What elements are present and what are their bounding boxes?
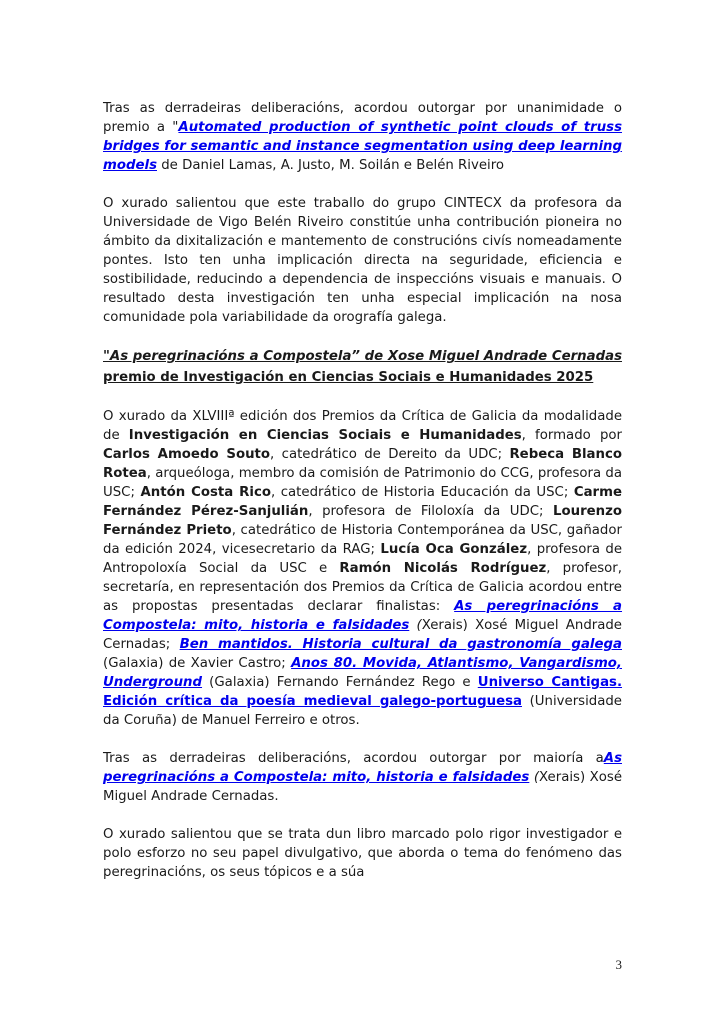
text-run: , catedrático de Historia Educación da USC;: [270, 485, 574, 500]
text-run: Xerais) Xosé Miguel Andrade Cernadas.: [103, 770, 623, 804]
text-run: Carme Fernández Pérez-Sanjulián: [103, 485, 622, 519]
document-content: [103, 99, 622, 882]
paragraph-award-peregrinacions: [103, 749, 622, 806]
document-link[interactable]: Anos 80. Movida, Atlantismo, Vangardismo, Underground: [103, 656, 622, 690]
text-run: (: [529, 770, 540, 785]
text-run: , profesora de Filoloxía da UDC;: [308, 504, 553, 519]
text-run: Carlos Amoedo Souto: [103, 447, 271, 462]
text-run: Tras as derradeiras deliberacións, acordou outorgar por maioría a: [103, 751, 604, 766]
text-run: de Daniel Lamas, A. Justo, M. Soilán e Belén Riveiro: [157, 158, 505, 173]
paragraph-jury-comment-cintecx: [103, 194, 622, 327]
text-run: (: [409, 618, 422, 633]
text-run: O xurado salientou que este traballo do grupo CINTECX da profesora da Universidade de Vigo Belén Riveiro constitúe unha contribución pioneira no ámbito da dixitalización e mantemento de construcións civís nomeadamente pontes. Isto ten unha implicación directa na seguridade, eficiencia e sostibilidade, reducindo a dependencia de inspeccións visuais e manuais. O resultado desta investigación ten unha especial implicación na nosa comunidade pola variabilidade da orografía galega.: [103, 196, 622, 325]
text-run: Tras as derradeiras deliberacións, acordou outorgar por unanimidade o premio a ": [103, 101, 622, 135]
document-link[interactable]: As peregrinacións a Compostela: mito, historia e falsidades: [103, 599, 623, 633]
text-run: , profesor, secretaría, en representación dos Premios da Crítica de Galicia acordou entre as propostas presentadas declarar finalistas:: [103, 561, 622, 614]
text-run: Xerais) Xosé Miguel Andrade Cernadas;: [103, 618, 622, 652]
text-run: premio de Investigación en Ciencias Sociais e Humanidades 2025: [103, 370, 594, 385]
text-run: (Galaxia) Fernando Fernández Rego e: [202, 675, 478, 690]
text-run: O xurado da XLVIIIª edición dos Premios da Crítica de Galicia da modalidade de: [103, 409, 622, 443]
document-link[interactable]: Automated production of synthetic point clouds of truss bridges for semantic and instance segmentation using deep learning models: [103, 120, 622, 173]
text-run: (Galaxia) de Xavier Castro;: [103, 656, 292, 671]
text-run: O xurado salientou que se trata dun libro marcado polo rigor investigador e polo esforzo no seu papel divulgativo, que aborda o tema do fenómeno das peregrinacións, os seus tópicos e a súa: [103, 827, 622, 880]
text-run: , catedrático de Historia Contemporánea da USC, gañador da edición 2024, vicesecretario da RAG;: [103, 523, 622, 557]
text-run: Antón Costa Rico: [140, 485, 271, 500]
text-run: , formado por: [521, 428, 622, 443]
text-run: Lucía Oca González: [380, 542, 528, 557]
text-run: , profesora de Antropoloxía Social da USC e: [103, 542, 623, 576]
page-number: 3: [615, 957, 622, 972]
paragraph-jury-comment-book: [103, 825, 622, 882]
section-heading-investigacion-premio: [103, 346, 622, 388]
text-run: (Universidade da Coruña) de Manuel Ferreiro e otros.: [103, 694, 622, 728]
document-link[interactable]: Universo Cantigas. Edición crítica da poesía medieval galego-portuguesa: [103, 675, 623, 709]
document-link[interactable]: Ben mantidos. Historia cultural da gastronomía galega: [179, 637, 622, 652]
text-run: , catedrático de Dereito da UDC;: [270, 447, 510, 462]
paragraph-award-point-clouds: [103, 99, 622, 175]
text-run: "As peregrinacións a Compostela” de Xose Miguel Andrade Cernadas: [103, 349, 622, 364]
paragraph-jury-finalists: [103, 407, 622, 730]
text-run: Rebeca Blanco Rotea: [103, 447, 622, 481]
document-link[interactable]: As peregrinacións a Compostela: mito, historia e falsidades: [103, 751, 622, 785]
text-run: Investigación en Ciencias Sociais e Humanidades: [128, 428, 522, 443]
text-run: , arqueóloga, membro da comisión de Patrimonio do CCG, profesora da USC;: [103, 466, 622, 500]
text-run: Ramón Nicolás Rodríguez: [339, 561, 547, 576]
text-run: Lourenzo Fernández Prieto: [103, 504, 622, 538]
